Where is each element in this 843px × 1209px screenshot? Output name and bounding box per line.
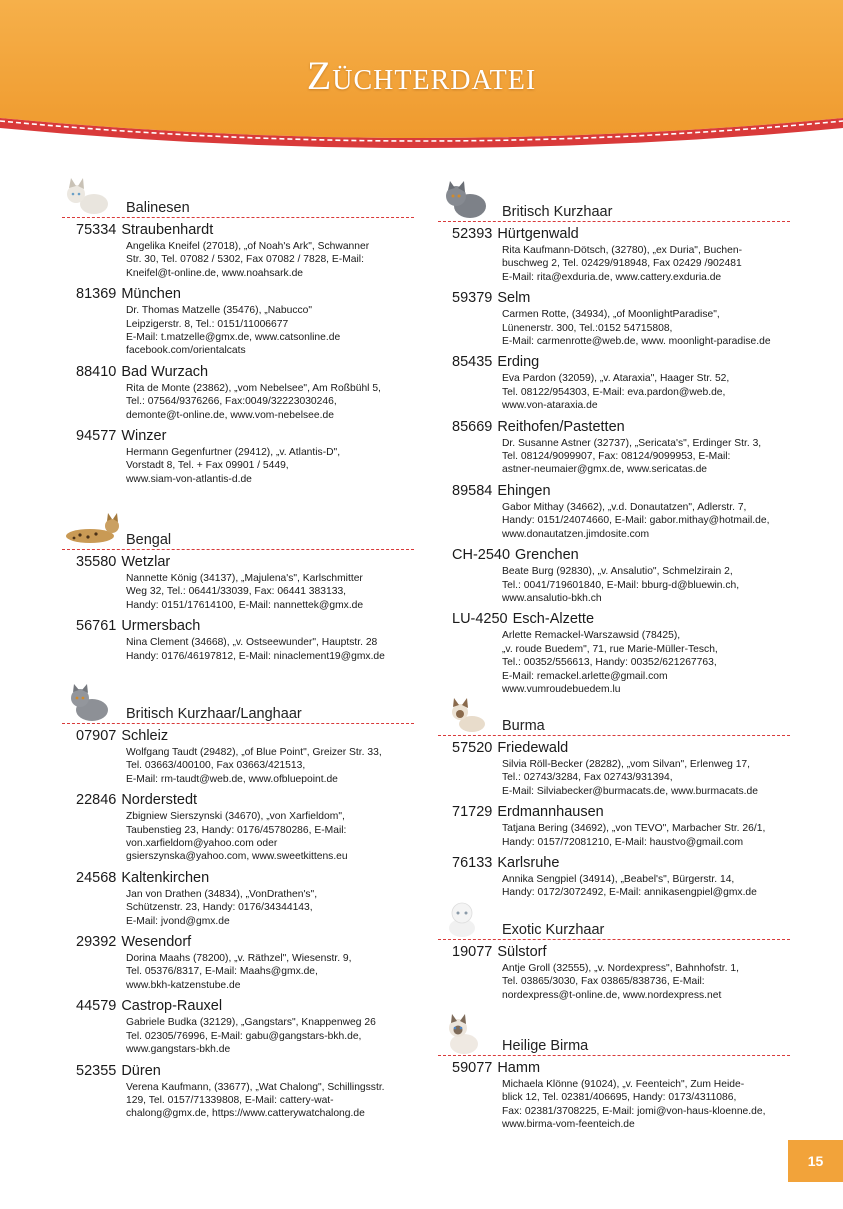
entry-location xyxy=(76,998,414,1015)
section-divider xyxy=(62,549,414,550)
section-header xyxy=(62,180,414,218)
entry-location xyxy=(452,740,790,757)
breeder-entry xyxy=(62,428,414,486)
breeder-entry xyxy=(62,554,414,612)
entry-location xyxy=(76,934,414,951)
entry-location xyxy=(76,728,414,745)
breeder-details: Nannette König (34137), „Majulena's", Karlschmitter Weg 32, Tel.: 06441/33039, Fax: 06441 383133, Handy: 0151/17614100, E-Mail: nannettek@gmx.de xyxy=(126,573,364,611)
zip-code: 44579 xyxy=(76,998,117,1015)
breeder-entry xyxy=(438,483,790,541)
city: Friedewald xyxy=(497,740,569,756)
cat-photo-icon xyxy=(438,898,498,938)
entry-location xyxy=(452,290,790,307)
entry-location xyxy=(76,792,414,809)
zip-code: CH-2540 xyxy=(452,547,511,564)
city: Norderstedt xyxy=(121,792,198,809)
section-divider xyxy=(62,217,414,218)
zip-code: 07907 xyxy=(76,728,117,744)
breeder-details: Dr. Thomas Matzelle (35476), „Nabucco" Leipzigerstr. 8, Tel.: 0151/11006677 E-Mail: t.matzelle@gmx.de, www.catsonline.de facebook.com/orientalcats xyxy=(126,305,341,357)
breeder-details: Rita Kaufmann-Dötsch, (32780), „ex Duria", Buchen- buschweg 2, Tel. 02429/918948, Fax 02429 /902481 E-Mail: rita@exduria.de, www.cattery.exduria.de xyxy=(502,245,743,283)
city: Hürtgenwald xyxy=(497,226,579,242)
breeder-details: Michaela Klönne (91024), „v. Feenteich", Zum Heide- blick 12, Tel. 02381/406695, Handy: 0173/4311086, Fax: 02381/3708225, E-Mail: jomi@von-haus-kloenne.de, www.birma-vom-feenteich.de xyxy=(502,1079,766,1131)
breed-label: Britisch Kurzhaar xyxy=(502,204,613,220)
page-header xyxy=(0,0,843,150)
breeder-details: Beate Burg (92830), „v. Ansalutio", Schmelzirain 2, Tel.: 0041/719601840, E-Mail: bburg-d@bluewin.ch, www.ansalutio-bkh.ch xyxy=(502,566,740,604)
city: Wesendorf xyxy=(121,934,192,951)
zip-code: 88410 xyxy=(76,363,117,380)
breeder-entry xyxy=(438,354,790,412)
city: Kaltenkirchen xyxy=(121,869,210,886)
section-header xyxy=(62,686,414,724)
section-header xyxy=(62,512,414,550)
zip-code: 94577 xyxy=(76,428,117,445)
entry-location xyxy=(452,354,790,371)
entry-location xyxy=(452,855,790,872)
breeder-entry xyxy=(438,855,790,900)
section-exotic xyxy=(438,902,790,1008)
zip-code: 85435 xyxy=(452,354,493,371)
city: Ehingen xyxy=(497,482,551,499)
breeder-details: Annika Sengpiel (34914), „Beabel's", Bürgerstr. 14, Handy: 0172/3072492, E-Mail: annikasengpiel@gmx.de xyxy=(502,874,757,899)
zip-code: 52393 xyxy=(452,226,493,242)
section-divider xyxy=(438,735,790,736)
city: Hamm xyxy=(497,1060,541,1076)
breeder-details: Carmen Rotte, (34934), „of MoonlightParadise", Lünenerstr. 300, Tel.:0152 54715808, E-Mail: carmenrotte@web.de, www. moonlight-paradise.de xyxy=(502,309,771,348)
breeder-entry xyxy=(62,870,414,928)
breeder-details: Rita de Monte (23862), „vom Nebelsee", Am Roßbühl 5, Tel.: 07564/9376266, Fax:0049/32223030246, demonte@t-online.de, www.vom-nebelsee.de xyxy=(126,382,381,421)
section-divider xyxy=(438,939,790,940)
city: Reithofen/Pastetten xyxy=(497,418,625,435)
section-divider xyxy=(62,723,414,724)
section-divider xyxy=(438,1055,790,1056)
entry-location xyxy=(76,222,414,239)
entry-location xyxy=(452,547,790,564)
entry-location xyxy=(452,944,790,961)
zip-code: 85669 xyxy=(452,418,493,435)
breeder-entry xyxy=(62,934,414,992)
entry-location xyxy=(452,804,790,821)
breeder-entry xyxy=(438,226,790,284)
breeder-entry xyxy=(438,290,790,348)
zip-code: 19077 xyxy=(452,944,493,960)
breeder-details: Gabriele Budka (32129), „Gangstars", Knappenweg 26 Tel. 02305/76996, E-Mail: gabu@gangstars-bkh.de, www.gangstars-bkh.de xyxy=(126,1017,376,1056)
city: München xyxy=(121,286,181,303)
entry-location xyxy=(76,364,414,381)
breed-label: Burma xyxy=(502,718,545,734)
breeder-entry xyxy=(62,364,414,422)
city: Urmersbach xyxy=(121,618,201,635)
breeder-entry xyxy=(438,419,790,477)
zip-code: 57520 xyxy=(452,740,493,756)
city: Erdmannhausen xyxy=(497,804,604,821)
zip-code: 81369 xyxy=(76,286,117,303)
zip-code: 89584 xyxy=(452,482,493,499)
breed-label: Balinesen xyxy=(126,200,190,216)
breeder-entry xyxy=(438,611,790,696)
breeder-details: Zbigniew Sierszynski (34670), „von Xarfieldom", Taubenstieg 23, Handy: 0176/45780286, E-Mail: von.xarfieldom@yahoo.com oder gsierszynska@yahoo.com, www.sweetkittens.eu xyxy=(126,811,348,863)
city: Sülstorf xyxy=(497,944,547,960)
section-header xyxy=(438,902,790,940)
entry-location xyxy=(76,286,414,303)
breeder-details: Jan von Drathen (34834), „VonDrathen's", Schützenstr. 23, Handy: 0176/34344143, E-Mail: jvond@gmx.de xyxy=(126,888,318,927)
breeder-details: Silvia Röll-Becker (28282), „vom Silvan", Erlenweg 17, Tel.: 02743/3284, Fax 02743/931394, E-Mail: Silviabecker@burmacats.de, www.burmacats.de xyxy=(502,759,758,797)
zip-code: 59379 xyxy=(452,290,493,307)
section-header xyxy=(438,184,790,222)
zip-code: 22846 xyxy=(76,792,117,809)
zip-code: 59077 xyxy=(452,1060,493,1076)
breeder-details: Dorina Maahs (78200), „v. Räthzel", Wiesenstr. 9, Tel. 05376/8317, E-Mail: Maahs@gmx.de, www.bkh-katzenstube.de xyxy=(126,953,352,991)
entry-location xyxy=(452,1060,790,1077)
city: Schleiz xyxy=(121,728,169,744)
zip-code: 35580 xyxy=(76,554,117,570)
breeder-details: Verena Kaufmann, (33677), „Wat Chalong", Schillingsstr. 129, Tel. 0157/71339808, E-Mail: cattery-wat- chalong@gmx.de, https://www.catterywatchalong.de xyxy=(126,1081,385,1120)
breeder-entry xyxy=(438,804,790,849)
city: Erding xyxy=(497,354,540,371)
section-bkh-langhaar xyxy=(62,686,414,1127)
entry-location xyxy=(452,226,790,243)
breeder-details: Antje Groll (32555), „v. Nordexpress", Bahnhofstr. 1, Tel. 03865/3030, Fax 03865/838736, E-Mail: nordexpress@t-online.de, www.nordexpress.net xyxy=(502,963,739,1001)
breed-label: Bengal xyxy=(126,532,172,548)
breeder-entry xyxy=(62,286,414,358)
city: Karlsruhe xyxy=(497,855,560,872)
city: Bad Wurzach xyxy=(121,363,209,380)
breeder-entry xyxy=(62,998,414,1056)
zip-code: 52355 xyxy=(76,1062,117,1079)
city: Esch-Alzette xyxy=(512,611,595,628)
entry-location xyxy=(452,419,790,436)
zip-code: 71729 xyxy=(452,804,493,821)
cat-photo-icon xyxy=(62,176,122,216)
breeder-entry xyxy=(62,618,414,663)
section-divider xyxy=(438,221,790,222)
city: Straubenhardt xyxy=(121,222,214,238)
zip-code: 24568 xyxy=(76,869,117,886)
zip-code: 76133 xyxy=(452,855,493,872)
entry-location xyxy=(76,618,414,635)
entry-location xyxy=(76,1063,414,1080)
entry-location xyxy=(452,483,790,500)
page-title: Züchterdatei xyxy=(306,53,537,98)
cat-photo-icon xyxy=(62,508,122,548)
entry-location xyxy=(76,428,414,445)
breeder-entry xyxy=(438,740,790,798)
section-header xyxy=(438,1018,790,1056)
section-bengal xyxy=(62,512,414,669)
entry-location xyxy=(452,611,790,628)
breeder-details: Gabor Mithay (34662), „v.d. Donautatzen", Adlerstr. 7, Handy: 0151/24074660, E-Mail: gabor.mithay@hotmail.de, www.donautatzen.jimdosite.com xyxy=(502,501,770,540)
cat-photo-icon xyxy=(62,682,122,722)
zip-code: 29392 xyxy=(76,934,117,951)
breeder-entry xyxy=(62,792,414,864)
section-burma xyxy=(438,698,790,906)
breeder-details: Hermann Gegenfurtner (29412), „v. Atlantis-D", Vorstadt 8, Tel. + Fax 09901 / 5449, www.siam-von-atlantis-d.de xyxy=(126,447,341,485)
section-bkh xyxy=(438,184,790,702)
breeder-entry xyxy=(438,944,790,1002)
city: Winzer xyxy=(121,428,167,445)
breeder-details: Eva Pardon (32059), „v. Ataraxia", Haager Str. 52, Tel. 08122/954303, E-Mail: eva.pardon@web.de, www.von-ataraxia.de xyxy=(502,373,730,412)
section-header xyxy=(438,698,790,736)
entry-location xyxy=(76,554,414,571)
city: Düren xyxy=(121,1062,161,1079)
breeder-entry xyxy=(62,728,414,786)
zip-code: LU-4250 xyxy=(452,611,508,628)
city: Wetzlar xyxy=(121,554,171,570)
breeder-details: Wolfgang Taudt (29482), „of Blue Point", Greizer Str. 33, Tel. 03663/400100, Fax 03663/421513, E-Mail: rm-taudt@web.de, www.ofbluepoint.de xyxy=(126,747,382,785)
cat-photo-icon xyxy=(438,180,498,220)
zip-code: 56761 xyxy=(76,618,117,635)
breed-label: Exotic Kurzhaar xyxy=(502,922,605,938)
breeder-entry xyxy=(62,1063,414,1121)
breeder-entry xyxy=(438,1060,790,1132)
breeder-entry xyxy=(438,547,790,605)
breeder-details: Tatjana Bering (34692), „von TEVO", Marbacher Str. 26/1, Handy: 0157/72081210, E-Mail: haustvo@gmail.com xyxy=(502,823,766,848)
section-birma xyxy=(438,1018,790,1138)
breeder-details: Nina Clement (34668), „v. Ostseewunder", Hauptstr. 28 Handy: 0176/46197812, E-Mail: ninaclement19@gmx.de xyxy=(126,637,385,662)
cat-photo-icon xyxy=(438,1014,498,1054)
breeder-details: Dr. Susanne Astner (32737), „Sericata's", Erdinger Str. 3, Tel. 08124/9099907, Fax: 08124/9099953, E-Mail: astner-neumaier@gmx.de, www.sericatas.de xyxy=(502,437,762,476)
breed-label: Heilige Birma xyxy=(502,1038,589,1054)
cat-photo-icon xyxy=(438,694,498,734)
breeder-details: Arlette Remackel-Warszawsid (78425), „v. roude Buedem", 71, rue Marie-Müller-Tesch, Tel.: 00352/556613, Handy: 00352/621267763, E-Mail: remackel.arlette@gmail.com www.vumroudebuedem.lu xyxy=(502,630,718,695)
city: Castrop-Rauxel xyxy=(121,998,223,1015)
page-number: 15 xyxy=(788,1140,843,1182)
zip-code: 75334 xyxy=(76,222,117,238)
breeder-details: Angelika Kneifel (27018), „of Noah's Ark", Schwanner Str. 30, Tel. 07082 / 5302, Fax 07082 / 7828, E-Mail: Kneifel@t-online.de, www.noahsark.de xyxy=(126,241,370,279)
entry-location xyxy=(76,870,414,887)
section-balinesen xyxy=(62,180,414,492)
breeder-entry xyxy=(62,222,414,280)
city: Grenchen xyxy=(515,547,579,564)
city: Selm xyxy=(497,290,531,307)
breed-label: Britisch Kurzhaar/Langhaar xyxy=(126,706,302,722)
